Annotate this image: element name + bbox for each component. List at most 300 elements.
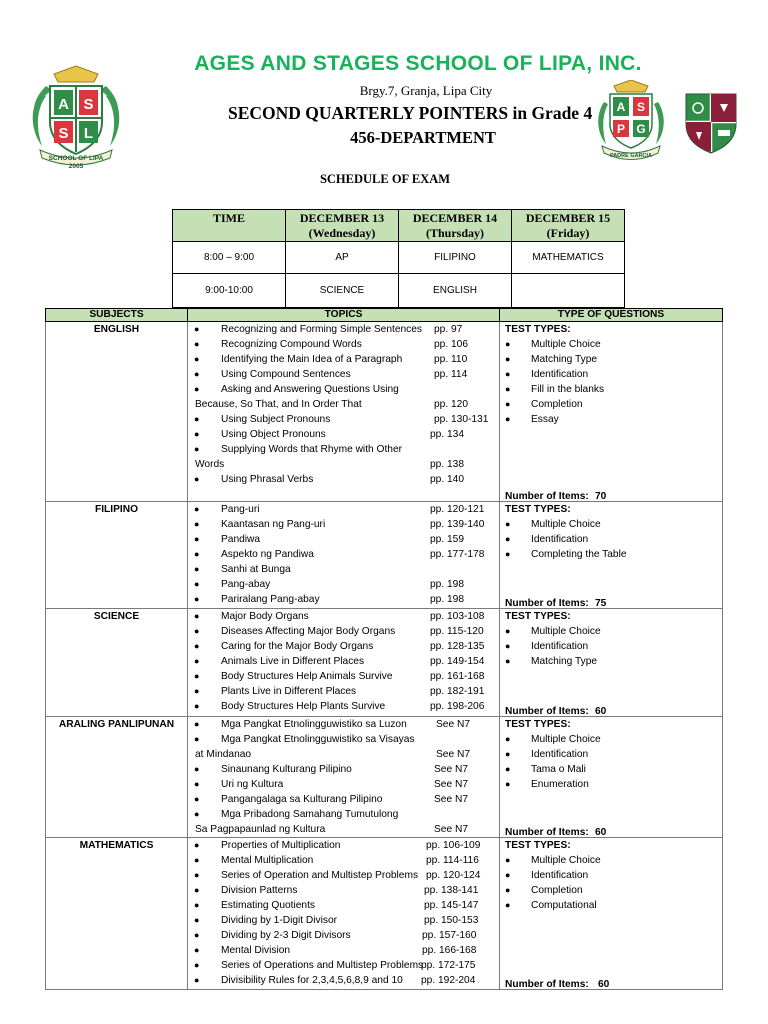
- test-type-text: Tama o Mali: [531, 764, 586, 775]
- bullet-icon: ●: [194, 641, 200, 651]
- topic-text: at Mindanao: [195, 749, 252, 760]
- topic-text: Using Subject Pronouns: [221, 414, 331, 425]
- bullet-icon: ●: [194, 719, 200, 729]
- test-type-text: Multiple Choice: [531, 339, 601, 350]
- topic-text: Caring for the Major Body Organs: [221, 641, 374, 652]
- topic-text: Estimating Quotients: [221, 900, 315, 911]
- topic-text: Series of Operation and Multistep Problems: [221, 870, 419, 881]
- topic-text: Asking and Answering Questions Using: [221, 384, 399, 395]
- subject-name: SCIENCE: [46, 609, 188, 717]
- pointers-body: [46, 322, 723, 990]
- topics-cell: [188, 502, 500, 609]
- bullet-icon: ●: [505, 749, 511, 759]
- number-of-items-label: Number of Items:: [505, 706, 589, 717]
- bullet-icon: ●: [194, 930, 200, 940]
- pointers-table: [45, 308, 723, 990]
- topic-line: [188, 792, 499, 807]
- bullet-icon: ●: [194, 885, 200, 895]
- topic-line: [188, 367, 499, 382]
- topic-line: [188, 442, 499, 457]
- topic-pages: pp. 139-140: [430, 519, 485, 530]
- topic-pages: See N7: [434, 824, 468, 835]
- topic-pages: See N7: [434, 779, 468, 790]
- logo-mid-letter-4: G: [636, 122, 646, 136]
- topic-text: Using Phrasal Verbs: [221, 474, 314, 485]
- bullet-icon: ●: [194, 339, 200, 349]
- question-types-cell: [500, 609, 723, 717]
- test-type-item: [500, 898, 722, 913]
- test-type-item: [500, 853, 722, 868]
- topic-line: [188, 807, 499, 822]
- bullet-icon: ●: [194, 354, 200, 364]
- topic-text: Supplying Words that Rhyme with Other: [221, 444, 403, 455]
- topic-line: [188, 838, 499, 853]
- logo-left-year: 2005: [68, 163, 84, 170]
- topic-pages: See N7: [434, 764, 468, 775]
- number-of-items: [505, 979, 610, 990]
- test-type-text: Essay: [531, 414, 559, 425]
- topic-line: [188, 822, 499, 837]
- subject-name: ENGLISH: [46, 322, 188, 502]
- topic-text: Dividing by 2-3 Digit Divisors: [221, 930, 351, 941]
- bullet-icon: ●: [194, 656, 200, 666]
- subject-row: [46, 717, 723, 838]
- exam-schedule-table: [172, 209, 625, 308]
- bullet-icon: ●: [194, 324, 200, 334]
- topic-line: [188, 472, 499, 487]
- topic-pages: pp. 114: [434, 369, 468, 380]
- topic-line: [188, 943, 499, 958]
- bullet-icon: ●: [505, 656, 511, 666]
- bullet-icon: ●: [194, 840, 200, 850]
- test-type-item: [500, 367, 722, 382]
- topic-line: [188, 913, 499, 928]
- schedule-cell: MATHEMATICS: [512, 242, 625, 274]
- bullet-icon: ●: [194, 474, 200, 484]
- topic-line: [188, 562, 499, 577]
- question-types-cell: [500, 322, 723, 502]
- bullet-icon: ●: [505, 549, 511, 559]
- bullet-icon: ●: [505, 764, 511, 774]
- topic-pages: pp. 145-147: [424, 900, 479, 911]
- topic-pages: pp. 138: [430, 459, 464, 470]
- test-type-text: Identification: [531, 870, 589, 881]
- topic-pages: pp. 130-131: [434, 414, 489, 425]
- bullet-icon: ●: [194, 671, 200, 681]
- number-of-items-label: Number of Items:: [505, 491, 589, 502]
- topic-line: [188, 427, 499, 442]
- schedule-header-line1: DECEMBER 14: [412, 211, 498, 225]
- topic-pages: pp. 140: [430, 474, 464, 485]
- number-of-items: [505, 598, 607, 609]
- bullet-icon: ●: [505, 339, 511, 349]
- question-types-cell: [500, 838, 723, 990]
- bullet-icon: ●: [194, 369, 200, 379]
- schedule-header-cell: [512, 210, 625, 242]
- bullet-icon: ●: [194, 594, 200, 604]
- test-type-text: Identification: [531, 641, 589, 652]
- test-type-text: Identification: [531, 534, 589, 545]
- topic-pages: pp. 150-153: [424, 915, 479, 926]
- bullet-icon: ●: [194, 429, 200, 439]
- bullet-icon: ●: [505, 779, 511, 789]
- test-type-text: Multiple Choice: [531, 855, 601, 866]
- topic-pages: pp. 198: [430, 579, 464, 590]
- topic-line: [188, 747, 499, 762]
- schedule-cell: 8:00 – 9:00: [173, 242, 286, 274]
- topic-pages: pp. 192-204: [421, 975, 476, 986]
- topic-line: [188, 322, 499, 337]
- topic-pages: pp. 103-108: [430, 611, 485, 622]
- schedule-heading: SCHEDULE OF EXAM: [319, 172, 451, 186]
- bullet-icon: ●: [505, 855, 511, 865]
- topic-text: Body Structures Help Animals Survive: [221, 671, 393, 682]
- topic-text: Mental Division: [221, 945, 291, 956]
- bullet-icon: ●: [194, 855, 200, 865]
- logo-mid-letter-2: S: [636, 100, 646, 114]
- schedule-header-cell: [173, 210, 286, 242]
- bullet-icon: ●: [194, 734, 200, 744]
- topic-text: Pandiwa: [221, 534, 261, 545]
- topic-text: Body Structures Help Plants Survive: [221, 701, 386, 712]
- topic-line: [188, 382, 499, 397]
- topic-pages: pp. 149-154: [430, 656, 485, 667]
- bullet-icon: ●: [194, 579, 200, 589]
- topic-line: [188, 577, 499, 592]
- bullet-icon: ●: [194, 534, 200, 544]
- topic-pages: pp. 134: [430, 429, 464, 440]
- topic-pages: pp. 110: [434, 354, 468, 365]
- bullet-icon: ●: [194, 701, 200, 711]
- schedule-header-line1: DECEMBER 13: [299, 211, 385, 225]
- topic-line: [188, 412, 499, 427]
- subject-row: [46, 838, 723, 990]
- schedule-cell: AP: [286, 242, 399, 274]
- bullet-icon: ●: [505, 369, 511, 379]
- test-type-text: Multiple Choice: [531, 626, 601, 637]
- test-type-text: Completion: [531, 399, 583, 410]
- topic-line: [188, 868, 499, 883]
- logo-mid-ribbon: PADRE GARCIA: [609, 153, 653, 159]
- topic-line: [188, 352, 499, 367]
- bullet-icon: ●: [505, 870, 511, 880]
- topic-text: Sanhi at Bunga: [221, 564, 291, 575]
- bullet-icon: ●: [194, 519, 200, 529]
- bullet-icon: ●: [505, 519, 511, 529]
- school-logo-middle: [594, 80, 668, 164]
- bullet-icon: ●: [194, 794, 200, 804]
- topic-text: Properties of Multiplication: [221, 840, 341, 851]
- schedule-cell: [512, 274, 625, 308]
- topic-line: [188, 777, 499, 792]
- schedule-row: [173, 274, 625, 308]
- topic-line: [188, 639, 499, 654]
- schedule-header-cell: [399, 210, 512, 242]
- schedule-header-line2: (Thursday): [425, 226, 484, 240]
- number-of-items-label: Number of Items:: [505, 598, 589, 609]
- topic-pages: pp. 157-160: [422, 930, 477, 941]
- number-of-items: [505, 827, 607, 838]
- number-of-items-value: 60: [598, 979, 610, 990]
- topic-pages: pp. 198: [430, 594, 464, 605]
- topics-cell: [188, 717, 500, 838]
- topic-text: Mental Multiplication: [221, 855, 314, 866]
- topic-pages: See N7: [436, 719, 470, 730]
- schedule-header-line2: (Wednesday): [308, 226, 376, 240]
- topic-text: Dividing by 1-Digit Divisor: [221, 915, 338, 926]
- number-of-items-value: 70: [595, 491, 607, 502]
- topic-line: [188, 669, 499, 684]
- topic-line: [188, 654, 499, 669]
- topic-text: Uri ng Kultura: [221, 779, 284, 790]
- test-type-text: Completion: [531, 885, 583, 896]
- topic-pages: pp. 120-124: [426, 870, 481, 881]
- test-types-label: TEST TYPES:: [505, 504, 571, 515]
- test-type-item: [500, 517, 722, 532]
- schedule-header-line1: TIME: [212, 211, 245, 225]
- question-types-cell: [500, 502, 723, 609]
- test-type-text: Completing the Table: [531, 549, 627, 560]
- topics-cell: [188, 838, 500, 990]
- school-logo-left: [26, 64, 126, 170]
- header-type-of-questions: TYPE OF QUESTIONS: [500, 309, 723, 322]
- topic-line: [188, 337, 499, 352]
- topic-text: Identifying the Main Idea of a Paragraph: [221, 354, 403, 365]
- test-type-text: Matching Type: [531, 354, 598, 365]
- topic-pages: pp. 159: [430, 534, 464, 545]
- test-type-item: [500, 639, 722, 654]
- topic-text: Using Object Pronouns: [221, 429, 326, 440]
- number-of-items-value: 75: [595, 598, 607, 609]
- bullet-icon: ●: [194, 870, 200, 880]
- logo-left-letter-2: S: [83, 96, 94, 113]
- topic-pages: pp. 182-191: [430, 686, 485, 697]
- test-type-item: [500, 532, 722, 547]
- topic-text: Recognizing and Forming Simple Sentences: [221, 324, 423, 335]
- topic-pages: pp. 198-206: [430, 701, 485, 712]
- schedule-header-line2: (Friday): [546, 226, 590, 240]
- bullet-icon: ●: [194, 626, 200, 636]
- topic-text: Kaantasan ng Pang-uri: [221, 519, 326, 530]
- topic-text: Mga Pangkat Etnolingguwistiko sa Visayas: [221, 734, 415, 745]
- topic-pages: pp. 120-121: [430, 504, 485, 515]
- bullet-icon: ●: [194, 549, 200, 559]
- topic-line: [188, 928, 499, 943]
- topic-text: Using Compound Sentences: [221, 369, 351, 380]
- schedule-cell: FILIPINO: [399, 242, 512, 274]
- bullet-icon: ●: [194, 960, 200, 970]
- bullet-icon: ●: [505, 900, 511, 910]
- bullet-icon: ●: [194, 414, 200, 424]
- bullet-icon: ●: [194, 564, 200, 574]
- topic-text: Sa Pagpapaunlad ng Kultura: [195, 824, 326, 835]
- test-type-item: [500, 868, 722, 883]
- topic-text: Sinaunang Kulturang Pilipino: [221, 764, 352, 775]
- number-of-items: [505, 706, 607, 717]
- test-type-text: Multiple Choice: [531, 734, 601, 745]
- test-type-item: [500, 382, 722, 397]
- subject-row: [46, 502, 723, 609]
- bullet-icon: ●: [194, 764, 200, 774]
- schedule-cell: 9:00-10:00: [173, 274, 286, 308]
- test-type-item: [500, 352, 722, 367]
- topic-text: Animals Live in Different Places: [221, 656, 365, 667]
- bullet-icon: ●: [194, 945, 200, 955]
- topic-line: [188, 609, 499, 624]
- test-types-label: TEST TYPES:: [505, 324, 571, 335]
- logo-mid-letter-1: A: [616, 100, 626, 114]
- topic-line: [188, 973, 499, 988]
- topic-pages: pp. 161-168: [430, 671, 485, 682]
- number-of-items-label: Number of Items:: [505, 979, 589, 990]
- schedule-row: [173, 242, 625, 274]
- bullet-icon: ●: [194, 504, 200, 514]
- bullet-icon: ●: [194, 900, 200, 910]
- topic-pages: pp. 172-175: [421, 960, 476, 971]
- logo-mid-letter-3: P: [616, 122, 626, 136]
- topic-pages: pp. 115-120: [430, 626, 484, 637]
- test-type-text: Enumeration: [531, 779, 589, 790]
- schedule-header-cell: [286, 210, 399, 242]
- topic-text: Divisibility Rules for 2,3,4,5,6,8,9 and 10: [221, 975, 403, 986]
- topic-pages: See N7: [434, 794, 468, 805]
- bullet-icon: ●: [194, 809, 200, 819]
- test-type-item: [500, 397, 722, 412]
- bullet-icon: ●: [194, 444, 200, 454]
- test-type-item: [500, 732, 722, 747]
- topic-pages: pp. 97: [434, 324, 463, 335]
- test-type-text: Identification: [531, 749, 589, 760]
- schedule-cell: ENGLISH: [399, 274, 512, 308]
- topic-text: Recognizing Compound Words: [221, 339, 362, 350]
- logo-left-ribbon: SCHOOL OF LIPA: [48, 155, 104, 162]
- bullet-icon: ●: [194, 384, 200, 394]
- topic-line: [188, 762, 499, 777]
- topic-line: [188, 517, 499, 532]
- topic-text: Major Body Organs: [221, 611, 309, 622]
- topic-pages: pp. 114-116: [426, 855, 479, 866]
- header-subjects: SUBJECTS: [46, 309, 188, 322]
- bullet-icon: ●: [505, 399, 511, 409]
- subject-row: [46, 322, 723, 502]
- bullet-icon: ●: [194, 915, 200, 925]
- topic-text: Mga Pribadong Samahang Tumutulong: [221, 809, 399, 820]
- topic-text: Pangangalaga sa Kulturang Pilipino: [221, 794, 383, 805]
- topic-line: [188, 397, 499, 412]
- topic-line: [188, 547, 499, 562]
- topic-text: Pang-abay: [221, 579, 271, 590]
- bullet-icon: ●: [194, 975, 200, 985]
- bullet-icon: ●: [505, 641, 511, 651]
- topics-cell: [188, 609, 500, 717]
- number-of-items-label: Number of Items:: [505, 827, 589, 838]
- test-type-text: Multiple Choice: [531, 519, 601, 530]
- pointers-header-row: [46, 309, 723, 322]
- subject-name: MATHEMATICS: [46, 838, 188, 990]
- topic-text: Pariralang Pang-abay: [221, 594, 320, 605]
- test-type-item: [500, 777, 722, 792]
- test-type-item: [500, 654, 722, 669]
- topic-pages: pp. 166-168: [422, 945, 477, 956]
- test-types-label: TEST TYPES:: [505, 719, 571, 730]
- topic-line: [188, 532, 499, 547]
- bullet-icon: ●: [505, 626, 511, 636]
- test-type-item: [500, 624, 722, 639]
- topic-line: [188, 684, 499, 699]
- topic-text: Series of Operations and Multistep Problems: [221, 960, 424, 971]
- topic-text: Pang-uri: [221, 504, 260, 515]
- topic-line: [188, 958, 499, 973]
- schedule-header-row: [173, 210, 625, 242]
- topic-pages: pp. 120: [434, 399, 468, 410]
- logo-left-letter-3: S: [58, 125, 69, 142]
- topic-line: [188, 898, 499, 913]
- bullet-icon: ●: [505, 534, 511, 544]
- topic-text: Division Patterns: [221, 885, 298, 896]
- bullet-icon: ●: [194, 611, 200, 621]
- topic-line: [188, 717, 499, 732]
- document-title: SECOND QUARTERLY POINTERS in Grade 4: [228, 103, 593, 123]
- topic-text: Mga Pangkat Etnolingguwistiko sa Luzon: [221, 719, 407, 730]
- schedule-cell: SCIENCE: [286, 274, 399, 308]
- topic-line: [188, 502, 499, 517]
- topic-text: Aspekto ng Pandiwa: [221, 549, 314, 560]
- topic-pages: pp. 128-135: [430, 641, 485, 652]
- subject-row: [46, 609, 723, 717]
- topic-pages: pp. 106: [434, 339, 468, 350]
- topic-text: Plants Live in Different Places: [221, 686, 357, 697]
- topic-line: [188, 853, 499, 868]
- department-name: 456-DEPARTMENT: [350, 128, 496, 147]
- topic-line: [188, 883, 499, 898]
- topic-line: [188, 624, 499, 639]
- number-of-items: [505, 491, 607, 502]
- test-type-item: [500, 883, 722, 898]
- bullet-icon: ●: [194, 686, 200, 696]
- topics-cell: [188, 322, 500, 502]
- bullet-icon: ●: [505, 384, 511, 394]
- header-topics: TOPICS: [188, 309, 500, 322]
- topic-text: Words: [195, 459, 225, 470]
- topic-line: [188, 592, 499, 607]
- number-of-items-value: 60: [595, 827, 607, 838]
- topic-pages: pp. 177-178: [430, 549, 485, 560]
- test-type-item: [500, 412, 722, 427]
- schedule-header-line1: DECEMBER 15: [525, 211, 611, 225]
- test-type-item: [500, 337, 722, 352]
- topic-line: [188, 732, 499, 747]
- bullet-icon: ●: [505, 734, 511, 744]
- school-name: AGES AND STAGES SCHOOL OF LIPA, INC.: [194, 52, 642, 75]
- subject-name: FILIPINO: [46, 502, 188, 609]
- bullet-icon: ●: [505, 885, 511, 895]
- subject-name: ARALING PANLIPUNAN: [46, 717, 188, 838]
- test-types-label: TEST TYPES:: [505, 611, 571, 622]
- test-type-text: Identification: [531, 369, 589, 380]
- topic-line: [188, 699, 499, 714]
- topic-pages: pp. 138-141: [424, 885, 479, 896]
- topic-text: Because, So That, and In Order That: [195, 399, 362, 410]
- school-address: Brgy.7, Granja, Lipa City: [359, 83, 493, 98]
- number-of-items-value: 60: [595, 706, 607, 717]
- topic-line: [188, 457, 499, 472]
- test-type-text: Matching Type: [531, 656, 598, 667]
- bullet-icon: ●: [505, 354, 511, 364]
- test-type-text: Computational: [531, 900, 597, 911]
- bullet-icon: ●: [505, 414, 511, 424]
- test-type-item: [500, 762, 722, 777]
- logo-left-letter-1: A: [58, 96, 69, 113]
